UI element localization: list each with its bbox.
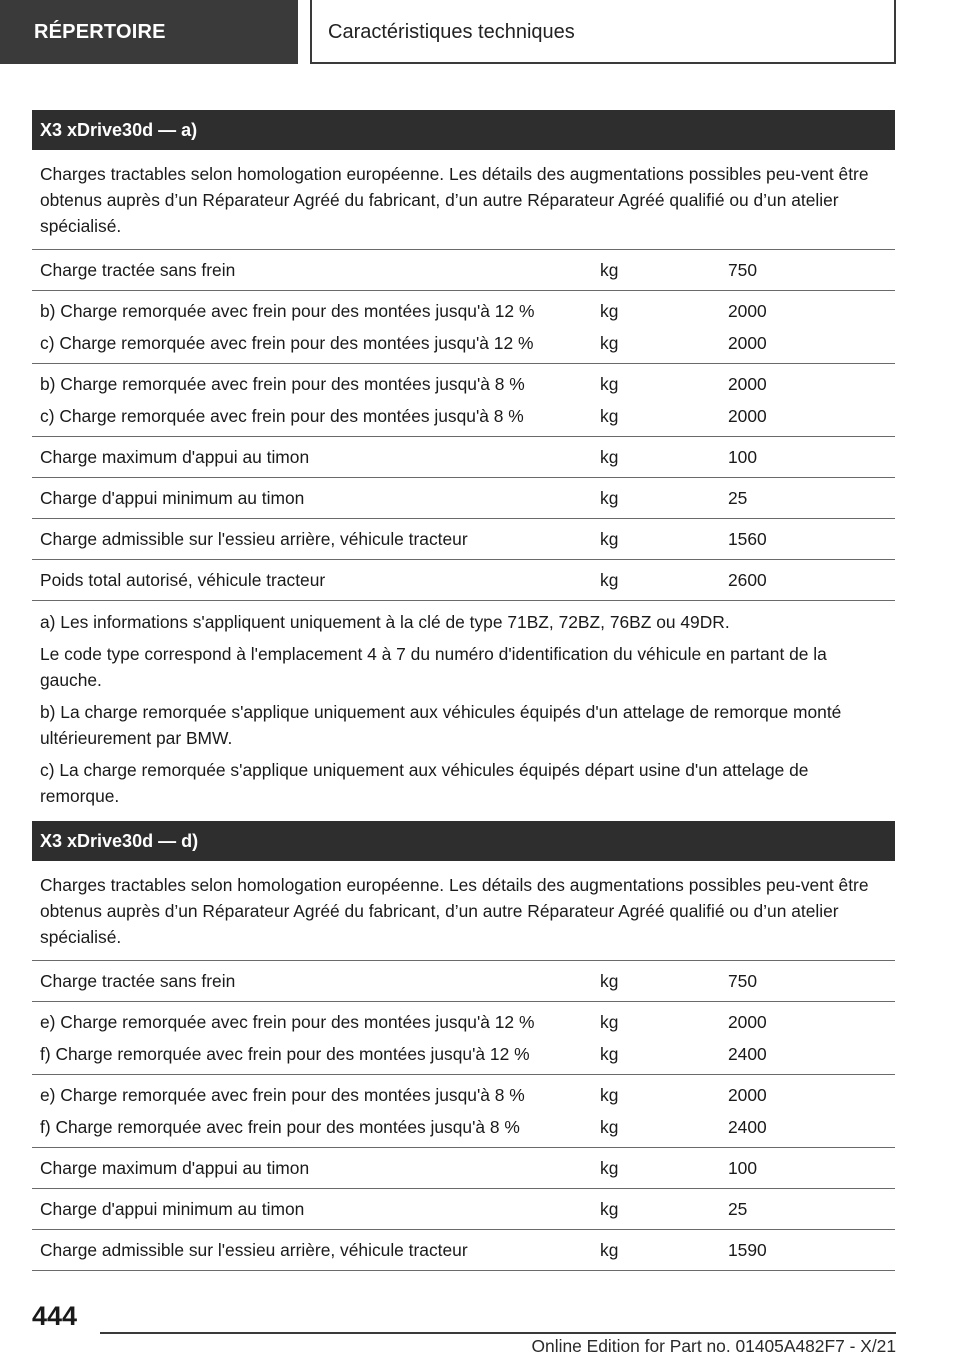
spec-unit: kg bbox=[600, 260, 619, 280]
spec-value: 2000 bbox=[728, 1012, 767, 1032]
spec-label: Charge admissible sur l'essieu arrière, véhicule tracteur bbox=[40, 1240, 468, 1260]
table-row-line bbox=[40, 445, 887, 469]
spec-unit: kg bbox=[600, 488, 619, 508]
spec-label: Charge maximum d'appui au timon bbox=[40, 447, 310, 467]
footnote: c) La charge remorquée s'applique uniquement aux véhicules équipés départ usine d'un attelage de remorque. bbox=[40, 760, 809, 806]
table-row bbox=[32, 437, 895, 478]
spec-value: 2600 bbox=[728, 570, 767, 590]
table-row-line bbox=[40, 1115, 887, 1139]
table-row bbox=[32, 478, 895, 519]
table-row-line bbox=[40, 969, 887, 993]
spec-value: 25 bbox=[728, 488, 748, 508]
spec-unit: kg bbox=[600, 971, 619, 991]
table-row-line bbox=[40, 1042, 887, 1066]
spec-value: 2000 bbox=[728, 406, 767, 426]
spec-label: e) Charge remorquée avec frein pour des montées jusqu'à 8 % bbox=[40, 1085, 525, 1105]
spec-label: c) Charge remorquée avec frein pour des montées jusqu'à 8 % bbox=[40, 406, 524, 426]
spec-label: Charge d'appui minimum au timon bbox=[40, 1199, 305, 1219]
table-row bbox=[32, 291, 895, 364]
header-tab-repertoire[interactable]: RÉPERTOIRE bbox=[0, 0, 298, 64]
table-row-line bbox=[40, 1156, 887, 1180]
spec-unit: kg bbox=[600, 1117, 619, 1137]
spec-value: 2000 bbox=[728, 333, 767, 353]
spec-label: b) Charge remorquée avec frein pour des montées jusqu'à 8 % bbox=[40, 374, 525, 394]
table-row-line bbox=[40, 1083, 887, 1107]
table-row bbox=[32, 1189, 895, 1230]
spec-label: f) Charge remorquée avec frein pour des montées jusqu'à 8 % bbox=[40, 1117, 520, 1137]
table-row bbox=[32, 1230, 895, 1271]
spec-unit: kg bbox=[600, 374, 619, 394]
table-row-line bbox=[40, 299, 887, 323]
table-row bbox=[32, 1002, 895, 1075]
spec-unit: kg bbox=[600, 447, 619, 467]
spec-unit: kg bbox=[600, 333, 619, 353]
section-title: X3 xDrive30d — d) bbox=[32, 821, 895, 861]
spec-unit: kg bbox=[600, 529, 619, 549]
table-row-line bbox=[40, 258, 887, 282]
table-row-line bbox=[40, 372, 887, 396]
spec-unit: kg bbox=[600, 1158, 619, 1178]
spec-unit: kg bbox=[600, 1240, 619, 1260]
table-row bbox=[32, 519, 895, 560]
footnote: b) La charge remorquée s'applique uniquement aux véhicules équipés d'un attelage de remorque monté ultérieurement par BMW. bbox=[40, 702, 842, 748]
spec-unit: kg bbox=[600, 1085, 619, 1105]
table-row-line bbox=[40, 527, 887, 551]
footer-edition: Online Edition for Part no. 01405A482F7 - X/21 bbox=[531, 1336, 896, 1356]
spec-label: Charge tractée sans frein bbox=[40, 260, 236, 280]
spec-label: Poids total autorisé, véhicule tracteur bbox=[40, 570, 326, 590]
spec-value: 2400 bbox=[728, 1044, 767, 1064]
spec-value: 100 bbox=[728, 447, 758, 467]
table-row-line bbox=[40, 568, 887, 592]
table-row-line bbox=[40, 1010, 887, 1034]
spec-label: Charge d'appui minimum au timon bbox=[40, 488, 305, 508]
spec-label: f) Charge remorquée avec frein pour des montées jusqu'à 12 % bbox=[40, 1044, 530, 1064]
spec-unit: kg bbox=[600, 301, 619, 321]
table-row bbox=[32, 1075, 895, 1148]
footnote: Le code type correspond à l'emplacement 4 à 7 du numéro d'identification du véhicule en partant de la gauche. bbox=[40, 644, 827, 690]
spec-value: 100 bbox=[728, 1158, 758, 1178]
table-row bbox=[32, 1148, 895, 1189]
section-intro: Charges tractables selon homologation européenne. Les détails des augmentations possibles peu-vent être obtenus auprès d’un Réparateur Agréé du fabricant, d’un autre Réparateur Agréé qualifié ou d’un atelier spécialisé. bbox=[32, 150, 895, 250]
table-row-line bbox=[40, 331, 887, 355]
spec-label: Charge maximum d'appui au timon bbox=[40, 1158, 310, 1178]
spec-label: e) Charge remorquée avec frein pour des montées jusqu'à 12 % bbox=[40, 1012, 535, 1032]
spec-value: 2000 bbox=[728, 301, 767, 321]
spec-value: 1560 bbox=[728, 529, 767, 549]
spec-table bbox=[32, 961, 895, 1271]
spec-label: Charge admissible sur l'essieu arrière, véhicule tracteur bbox=[40, 529, 468, 549]
spec-label: b) Charge remorquée avec frein pour des montées jusqu'à 12 % bbox=[40, 301, 535, 321]
table-row bbox=[32, 364, 895, 437]
table-row-line bbox=[40, 1197, 887, 1221]
spec-value: 750 bbox=[728, 260, 758, 280]
page-header bbox=[0, 0, 960, 66]
spec-value: 1590 bbox=[728, 1240, 767, 1260]
spec-value: 2000 bbox=[728, 374, 767, 394]
page-number: 444 bbox=[32, 1301, 78, 1331]
table-row-line bbox=[40, 404, 887, 428]
spec-unit: kg bbox=[600, 570, 619, 590]
footnote: a) Les informations s'appliquent uniquement à la clé de type 71BZ, 72BZ, 76BZ ou 49DR. bbox=[40, 612, 730, 632]
table-row-line bbox=[40, 486, 887, 510]
footnotes bbox=[32, 601, 895, 822]
spec-value: 2400 bbox=[728, 1117, 767, 1137]
section-x3-xdrive30d-d bbox=[32, 821, 895, 1271]
table-row bbox=[32, 560, 895, 601]
spec-value: 2000 bbox=[728, 1085, 767, 1105]
spec-label: Charge tractée sans frein bbox=[40, 971, 236, 991]
spec-table bbox=[32, 250, 895, 601]
section-intro: Charges tractables selon homologation européenne. Les détails des augmentations possibles peu-vent être obtenus auprès d’un Réparateur Agréé du fabricant, d’un autre Réparateur Agréé qualifié ou d’un atelier spécialisé. bbox=[32, 861, 895, 961]
spec-value: 750 bbox=[728, 971, 758, 991]
spec-unit: kg bbox=[600, 1012, 619, 1032]
footer-divider bbox=[100, 1332, 896, 1334]
table-row bbox=[32, 961, 895, 1002]
spec-unit: kg bbox=[600, 406, 619, 426]
section-title: X3 xDrive30d — a) bbox=[32, 110, 895, 150]
table-row-line bbox=[40, 1238, 887, 1262]
section-x3-xdrive30d-a bbox=[32, 110, 895, 822]
header-section-title: Caractéristiques techniques bbox=[310, 0, 896, 64]
spec-value: 25 bbox=[728, 1199, 748, 1219]
spec-unit: kg bbox=[600, 1044, 619, 1064]
spec-unit: kg bbox=[600, 1199, 619, 1219]
table-row bbox=[32, 250, 895, 291]
spec-label: c) Charge remorquée avec frein pour des montées jusqu'à 12 % bbox=[40, 333, 534, 353]
